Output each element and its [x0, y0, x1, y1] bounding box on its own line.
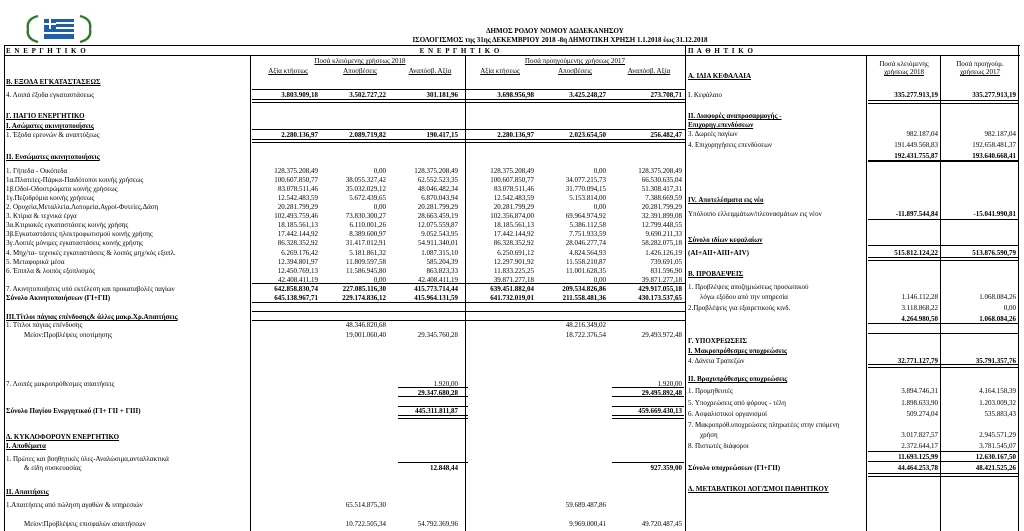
- liability-row-label: ΙV. Αποτελέσματα εις νέο: [688, 196, 764, 204]
- liability-row-label: 7. Μακροπρόθ.υποχρεώσεις πληρωτέες στην επόμενη: [688, 421, 840, 429]
- liability-row-value: -15.041.990,81: [973, 210, 1016, 218]
- asset-row-value: 11.001.628,35: [566, 267, 606, 275]
- liability-row-value: 35.791.357,76: [975, 357, 1016, 365]
- liability-row-value: 335.277.913,19: [972, 91, 1016, 99]
- asset-row-value: 9.052.543,95: [421, 230, 458, 238]
- asset-row-value: 12.394.801,97: [277, 258, 318, 266]
- liability-row-value: 535.883,43: [984, 410, 1016, 418]
- liability-row-label: Β. ΠΡΟΒΛΕΨΕΙΣ: [688, 270, 744, 278]
- col-cost: Αξία κτήσεως: [480, 67, 520, 75]
- asset-row-value: 585.204,39: [426, 258, 458, 266]
- asset-row-label: 7. Λοιπές μακροπρόθεσμες απαιτήσεις: [6, 380, 115, 388]
- asset-row-value: 29.347.680,28: [417, 389, 458, 397]
- asset-row-value: 10.722.505,34: [345, 520, 386, 528]
- row-rule: [398, 396, 468, 397]
- asset-row-label: 1. Τίτλοι πάγιας επένδυσης: [6, 321, 83, 329]
- row-rule: [252, 139, 686, 143]
- asset-row-value: 31.770.094,15: [565, 185, 606, 193]
- asset-row-value: 18.185.561,13: [277, 221, 318, 229]
- asset-row-label: Σύνολο Παγίου Ενεργητικού (ΓΙ+ ΓΙΙ + ΓΙΙΙ): [6, 407, 141, 415]
- balance-sheet-subtitle: ΙΣΟΛΟΓΙΣΜΟΣ της 31ης ΔΕΚΕΜΒΡΙΟΥ 2018 -8η ΔΗΜΟΤΙΚΗ ΧΡΗΣΗ 1.1.2018 έως 31.12.2018: [412, 36, 708, 44]
- asset-row-value: 35.032.029,12: [345, 185, 386, 193]
- asset-row-value: 83.078.511,46: [278, 185, 318, 193]
- asset-row-value: 65.514.875,30: [345, 501, 386, 509]
- asset-row-value: 100.607.850,77: [274, 176, 318, 184]
- row-rule: [868, 161, 1018, 162]
- divider: [685, 45, 686, 531]
- liability-row-value: 192.431.755,87: [894, 152, 938, 160]
- row-rule: [398, 415, 468, 419]
- asset-row-value: 128.375.208,49: [274, 167, 318, 175]
- org-title: ΔΗΜΟΣ ΡΟΔΟΥ ΝΟΜΟΥ ΔΩΔΕΚΑΝΗΣΟΥ: [486, 27, 624, 35]
- asset-row-label: 3. Κτίρια & τεχνικά έργα: [6, 212, 77, 220]
- liability-row-value: 192.658.481,37: [972, 141, 1016, 149]
- col-depr: Αποσβέσεις: [558, 67, 592, 75]
- asset-row-value: 128.375.208,49: [638, 167, 682, 175]
- liability-row-value: 509.274,04: [906, 410, 938, 418]
- liability-row-value: 3.781.545,07: [979, 442, 1016, 450]
- row-rule: [868, 364, 1018, 368]
- liability-row-label: Σύνολο ιδίων κεφαλαίων: [688, 236, 763, 244]
- asset-row-label: 3γ.Λοιπές μόνιμες εγκαταστάσεις κοινής χρήσης: [6, 239, 143, 247]
- liability-row-value: 48.421.525,26: [975, 464, 1016, 472]
- asset-row-value: 3.803.909,18: [281, 91, 318, 99]
- asset-row-value: 42.408.411,19: [278, 276, 318, 284]
- row-rule: [252, 302, 686, 303]
- asset-row-value: 18.722.376,54: [565, 331, 606, 339]
- liability-row-value: 3.118.868,22: [901, 304, 938, 312]
- asset-row-value: 58.282.075,18: [641, 239, 682, 247]
- liability-row-label: 4. Δάνεια Τραπεζών: [688, 357, 745, 365]
- row-rule: [868, 219, 1018, 220]
- asset-row-value: 831.596,90: [650, 267, 682, 275]
- asset-row-value: 7.388.669,59: [645, 194, 682, 202]
- row-rule: [612, 406, 684, 407]
- row-rule: [252, 129, 686, 130]
- liability-row-value: 2.945.571,29: [979, 431, 1016, 439]
- asset-row-label: 1. Έξοδα ερευνών & αναπτύξεως: [6, 131, 100, 139]
- asset-row-label: 1. Πρώτες και βοηθητικές ύλες-Αναλώσιμα,ανταλλακτικά: [6, 455, 169, 463]
- asset-row-value: 39.871.277,18: [493, 276, 534, 284]
- asset-row-value: 54.911.340,01: [418, 239, 458, 247]
- asset-row-value: 209.534.826,86: [562, 285, 606, 293]
- asset-row-value: 3.425.248,27: [569, 91, 606, 99]
- row-rule: [868, 473, 1018, 477]
- col-p-cur: Ποσά κλειόμενης χρήσεως 2018: [879, 60, 929, 76]
- asset-row-value: 256.482,47: [650, 131, 682, 139]
- asset-row-value: 641.732.019,01: [490, 294, 534, 302]
- asset-row-value: 273.708,71: [650, 91, 682, 99]
- liability-row-value: 12.630.167,50: [975, 453, 1016, 461]
- row-rule: [252, 99, 686, 103]
- asset-row-value: 11.809.597,58: [346, 258, 386, 266]
- liability-row-value: 193.640.668,41: [972, 152, 1016, 160]
- liability-row-value: 1.203.009,32: [979, 399, 1016, 407]
- liability-row-label: ΙΙ. Διαφορές αναπροσαρμογής -: [688, 112, 782, 120]
- asset-row-value: 863.823,33: [426, 267, 458, 275]
- liability-row-value: 4.164.158,39: [979, 387, 1016, 395]
- asset-row-value: 12.542.483,59: [277, 194, 318, 202]
- asset-row-label: 4. Μηχ/τα- τεχνικές εγκαταστάσεις & λοιπός μηχ/κός εξοπλ.: [6, 249, 176, 257]
- liability-row-value: 3.017.827,57: [901, 431, 938, 439]
- asset-row-value: 459.669.430,13: [638, 407, 682, 415]
- asset-row-value: 1.087.315,10: [421, 249, 458, 257]
- liability-row-label: 4. Επιχορηγήσεις επενδύσεων: [688, 141, 772, 149]
- col-head-cur: Ποσά κλειόμενης χρήσεως 2018: [314, 57, 406, 65]
- asset-row-value: 54.792.369,96: [417, 520, 458, 528]
- asset-row-value: 20.281.799,29: [493, 203, 534, 211]
- asset-row-value: 2.089.719,82: [349, 131, 386, 139]
- asset-row-value: 11.558.210,87: [566, 258, 606, 266]
- asset-row-label: 1γ.Πεζοδρόμια κοινής χρήσεως: [6, 194, 95, 202]
- asset-row-value: 445.311.811,87: [415, 407, 458, 415]
- asset-row-value: 19.001.060,40: [345, 331, 386, 339]
- asset-row-value: 48.046.482,34: [417, 185, 458, 193]
- asset-row-value: 227.085.116,30: [342, 285, 386, 293]
- asset-row-value: 12.450.769,13: [277, 267, 318, 275]
- asset-row-label: 7. Ακινητοποιήσεις υπό εκτέλεση και προκαταβολές παγίων: [6, 285, 175, 293]
- asset-row-value: 1.920,00: [657, 380, 682, 388]
- asset-row-value: 1.920,00: [433, 380, 458, 388]
- asset-row-value: 12.799.448,55: [641, 221, 682, 229]
- row-rule: [868, 461, 1018, 462]
- asset-row-label: 1.Απαιτήσεις από πώληση αγαθών & υπηρεσιών: [6, 501, 143, 509]
- asset-row-label: 3α.Κτιριακές εγκαταστάσεις κοινής χρήσης: [6, 221, 129, 229]
- asset-row-value: 39.871.277,18: [641, 276, 682, 284]
- asset-row-label: ΙΙ. Απαιτήσεις: [6, 488, 49, 496]
- asset-row-value: 429.917.055,18: [638, 285, 682, 293]
- row-rule: [868, 100, 1018, 104]
- liability-row-value: 335.277.913,19: [894, 91, 938, 99]
- asset-row-value: 102.493.759,46: [274, 212, 318, 220]
- asset-row-value: 20.281.799,29: [277, 203, 318, 211]
- asset-row-value: 642.858.830,74: [274, 285, 318, 293]
- liability-row-label: 1. Προμηθευτές: [688, 387, 733, 395]
- asset-row-value: 6.870.043,94: [421, 194, 458, 202]
- asset-row-value: 31.417.012,91: [345, 239, 386, 247]
- active-title-center: Ε Ν Ε Ρ Γ Η Τ Ι Κ Ο: [419, 47, 501, 55]
- asset-row-value: 20.281.799,29: [417, 203, 458, 211]
- title-rule: [4, 55, 1020, 56]
- asset-row-label: Ι. Αποθέματα: [6, 442, 46, 450]
- asset-row-value: 9.690.211,33: [645, 230, 682, 238]
- liability-row-label: 5. Υποχρεώσεις από φόρους - τέλη: [688, 399, 786, 407]
- row-rule: [252, 320, 686, 321]
- asset-row-value: 18.185.561,13: [493, 221, 534, 229]
- liability-row-label: Ι. Μακροπρόθεσμες υποχρεώσεις: [688, 347, 787, 355]
- asset-row-value: 645.138.967,71: [274, 294, 318, 302]
- row-rule: [612, 462, 684, 463]
- asset-row-label: ΙΙ. Ενσώματες ακινητοποιήσεις: [6, 153, 100, 161]
- liability-row-value: 3.894.746,31: [901, 387, 938, 395]
- liability-row-label: Δ. ΜΕΤΑΒΑΤΙΚΟΙ ΛΟΓ/ΣΜΟΙ ΠΑΘΗΤΙΚΟΥ: [688, 485, 829, 493]
- asset-row-value: 0,00: [593, 203, 606, 211]
- asset-row-value: 190.417,15: [426, 131, 458, 139]
- liability-row-label: ΙΙ. Βραχυπρόθεσμες υποχρεώσεις: [688, 375, 788, 383]
- row-rule: [612, 415, 684, 419]
- asset-row-value: 32.391.899,08: [641, 212, 682, 220]
- row-rule: [252, 283, 686, 284]
- col-depr: Αποσβέσεις: [343, 67, 377, 75]
- asset-row-value: 301.181,96: [426, 91, 458, 99]
- asset-row-value: 7.751.933,59: [569, 230, 606, 238]
- liability-row-label: χρήση: [700, 431, 718, 439]
- asset-row-label: 4. Λοιπά έξοδα εγκαταστάσεως: [6, 91, 95, 99]
- asset-row-value: 69.964.974,92: [565, 212, 606, 220]
- liability-row-value: 982.187,04: [906, 130, 938, 138]
- liability-row-value: -11.897.544,84: [895, 210, 938, 218]
- asset-row-value: 229.174.836,12: [342, 294, 386, 302]
- asset-row-value: 2.023.654,50: [569, 131, 606, 139]
- asset-row-value: 59.689.487,86: [565, 501, 606, 509]
- asset-row-label: Μείον:Προβλέψεις υποτίμησης: [24, 331, 113, 339]
- asset-row-value: 5.181.861,32: [349, 249, 386, 257]
- divider: [1018, 45, 1019, 531]
- passive-title: Π Α Θ Η Τ Ι Κ Ο: [688, 47, 754, 55]
- liability-row-label: λόγω εξόδου από την υπηρεσία: [700, 293, 788, 301]
- asset-row-label: 2. Ορυχεία,Μεταλλεία,Λατομεία,Αγροί-Φυτείες,Δάση: [6, 203, 159, 211]
- asset-row-value: 100.607.850,77: [490, 176, 534, 184]
- asset-row-value: 8.389.600,97: [349, 230, 386, 238]
- liability-row-value: 32.771.127,79: [897, 357, 938, 365]
- liability-row-value: 2.372.644,17: [901, 442, 938, 450]
- asset-row-value: 0,00: [373, 167, 386, 175]
- divider: [465, 55, 466, 531]
- asset-row-label: 1α.Πλατείες-Πάρκα-Παιδότοποι κοινής χρήσεως: [6, 176, 144, 184]
- asset-row-value: 42.408.411,19: [418, 276, 458, 284]
- liability-row-value: 191.449.568,83: [894, 141, 938, 149]
- asset-row-value: 48.346.820,68: [345, 321, 386, 329]
- liability-row-value: 0,00: [1003, 304, 1016, 312]
- row-rule: [398, 387, 468, 388]
- liability-row-value: 1.146.112,28: [901, 293, 938, 301]
- asset-row-value: 28.046.277,74: [565, 239, 606, 247]
- liability-row-label: (ΑΙ+ΑΙΙ+ΑΙΙΙ+ΑΙV): [688, 249, 749, 257]
- asset-row-value: 9.969.000,41: [569, 520, 606, 528]
- row-rule: [612, 396, 684, 397]
- asset-row-value: 34.077.215,73: [565, 176, 606, 184]
- liability-row-value: 515.812.124,22: [894, 249, 938, 257]
- asset-row-value: 38.055.327,42: [345, 176, 386, 184]
- asset-row-value: 2.280.136,97: [497, 131, 534, 139]
- asset-row-value: 639.451.882,04: [490, 285, 534, 293]
- row-rule: [868, 245, 1018, 246]
- divider: [4, 45, 5, 531]
- asset-row-label: & είδη συσκευασίας: [24, 464, 82, 472]
- liability-row-value: 513.876.590,79: [972, 249, 1016, 257]
- asset-row-value: 49.720.487,45: [641, 520, 682, 528]
- asset-row-label: Σύνολο Ακινητοποιήσεων (ΓΙ+ΓΙΙ): [6, 294, 111, 302]
- liability-row-label: 1. Προβλέψεις αποζημιώσεως προσωπικού: [688, 283, 809, 291]
- asset-row-value: 12.848,44: [430, 464, 458, 472]
- asset-row-value: 2.280.136,97: [281, 131, 318, 139]
- asset-row-value: 12.075.559,87: [417, 221, 458, 229]
- row-rule: [252, 89, 686, 90]
- liability-row-value: 1.898.633,90: [901, 399, 938, 407]
- asset-row-label: Ι. Ασώματες ακινητοποιήσεις: [6, 122, 94, 130]
- asset-row-value: 6.250.691,12: [497, 249, 534, 257]
- row-rule: [252, 311, 686, 312]
- asset-row-value: 5.153.814,00: [569, 194, 606, 202]
- liability-row-label: Επιχορηγ.επενδύσεων: [688, 121, 754, 129]
- asset-row-label: 6. Έπιπλα & λοιπός εξοπλισμός: [6, 267, 95, 275]
- asset-row-value: 102.356.874,00: [490, 212, 534, 220]
- liability-row-label: Υπόλοιπο ελλειμμάτων/πλεονασμάτων εις νέον: [688, 210, 822, 218]
- liability-row-label: Γ. ΥΠΟΧΡΕΩΣΕΙΣ: [688, 337, 747, 345]
- asset-row-value: 4.824.564,93: [569, 249, 606, 257]
- asset-row-value: 48.216.349,02: [565, 321, 606, 329]
- liability-row-label: 2.Προβλέψεις για εξαιρετικούς κινδ.: [688, 304, 791, 312]
- asset-row-value: 0,00: [593, 276, 606, 284]
- asset-row-label: 1. Γήπεδα - Οικόπεδα: [6, 167, 68, 175]
- asset-row-value: 3.698.956,98: [497, 91, 534, 99]
- asset-row-value: 51.308.417,31: [641, 185, 682, 193]
- liability-row-label: Α. ΙΔΙΑ ΚΕΦΑΛΑΙΑ: [688, 72, 752, 80]
- asset-row-value: 12.542.483,59: [493, 194, 534, 202]
- liability-row-label: 6. Ασφαλιστικοί οργανισμοί: [688, 410, 768, 418]
- asset-row-label: Μείον:Προβλέψεις επισφαλών απαιτήσεων: [24, 520, 146, 528]
- municipality-logo: [22, 13, 96, 45]
- asset-row-value: 29.493.972,48: [641, 331, 682, 339]
- asset-row-value: 211.558.481,36: [562, 294, 606, 302]
- asset-row-value: 12.297.901,92: [493, 258, 534, 266]
- asset-row-value: 1.426.126,19: [645, 249, 682, 257]
- divider: [250, 55, 251, 531]
- asset-row-value: 128.375.208,49: [490, 167, 534, 175]
- asset-row-value: 29.345.760,28: [417, 331, 458, 339]
- col-net: Αναπόσβ. Αξία: [408, 67, 452, 75]
- asset-row-value: 415.773.714,44: [414, 285, 458, 293]
- asset-row-label: Δ. ΚΥΚΛΟΦΟΡΟΥΝ ΕΝΕΡΓΗΤΙΚΟ: [6, 433, 120, 441]
- asset-row-value: 66.530.635,04: [641, 176, 682, 184]
- liability-row-value: 4.264.980,50: [901, 315, 938, 323]
- asset-row-value: 6.110.001,26: [349, 221, 386, 229]
- asset-row-label: 1β.Οδοί-Οδοστρώματα κοινής χρήσεως: [6, 185, 118, 193]
- col-net: Αναπόσβ. Αξία: [627, 67, 671, 75]
- liability-row-value: 11.693.125,99: [898, 453, 938, 461]
- asset-row-value: 17.442.144,92: [277, 230, 318, 238]
- asset-row-value: 739.691,05: [650, 258, 682, 266]
- asset-row-value: 415.964.131,59: [414, 294, 458, 302]
- liability-row-label: Ι. Κεφάλαιο: [688, 91, 722, 99]
- liability-row-value: 1.068.084,26: [979, 293, 1016, 301]
- asset-row-value: 3.502.727,22: [349, 91, 386, 99]
- row-rule: [398, 462, 468, 463]
- col-p-prev: Ποσά προηγούμ. χρήσεως 2017: [956, 60, 1004, 76]
- liability-row-label: 8. Πιστωτές διάφοροι: [688, 442, 749, 450]
- asset-row-value: 11.586.945,80: [346, 267, 386, 275]
- asset-row-value: 5.386.112,58: [569, 221, 606, 229]
- liability-row-value: 982.187,04: [984, 130, 1016, 138]
- liability-row-label: Σύνολο υποχρεώσεων (ΓΙ+ΓΙΙ): [688, 464, 781, 472]
- asset-row-label: Γ. ΠΑΓΙΟ ΕΝΕΡΓΗΤΙΚΟ: [6, 112, 85, 120]
- asset-row-value: 6.269.176,42: [281, 249, 318, 257]
- asset-row-value: 29.495.892,48: [641, 389, 682, 397]
- asset-row-value: 11.833.225,25: [494, 267, 534, 275]
- asset-row-label: 3β.Εγκαταστάσεις ηλεκτροφωτισμού κοινής χρήσης: [6, 230, 153, 238]
- liability-row-label: 3. Δωρεές παγίων: [688, 130, 738, 138]
- asset-row-value: 0,00: [593, 167, 606, 175]
- asset-row-value: 62.552.523,35: [417, 176, 458, 184]
- asset-row-value: 17.442.144,92: [493, 230, 534, 238]
- row-rule: [868, 333, 1018, 334]
- asset-row-value: 73.830.300,27: [345, 212, 386, 220]
- asset-row-label: 5. Μεταφορικά μέσα: [6, 258, 65, 266]
- asset-row-value: 86.328.352,92: [277, 239, 318, 247]
- row-rule: [868, 323, 1018, 324]
- col-head-prev: Ποσά προηγούμενης χρήσεως 2017: [524, 57, 626, 65]
- asset-row-label: ΙΙΙ.Τίτλοι πάγιας επένδυσης& άλλες μακρ.Χρ.Απαιτήσεις: [6, 313, 178, 321]
- asset-row-value: 83.078.511,46: [494, 185, 534, 193]
- liability-row-value: 44.464.253,78: [897, 464, 938, 472]
- active-title: Ε Ν Ε Ρ Γ Η Τ Ι Κ Ο: [6, 47, 87, 55]
- divider: [940, 55, 941, 531]
- row-rule: [868, 451, 1018, 452]
- asset-row-value: 0,00: [373, 203, 386, 211]
- asset-row-value: 86.328.352,92: [493, 239, 534, 247]
- asset-row-value: 5.672.439,65: [349, 194, 386, 202]
- row-rule: [868, 257, 1018, 261]
- row-rule: [612, 387, 684, 388]
- asset-row-value: 128.375.208,49: [414, 167, 458, 175]
- row-rule: [398, 406, 468, 407]
- col-cost: Αξία κτήσεως: [268, 67, 308, 75]
- asset-row-label: Β. ΕΞΟΔΑ ΕΓΚΑΤΑΣΤΑΣΕΩΣ: [6, 78, 101, 86]
- asset-row-value: 28.663.459,19: [417, 212, 458, 220]
- liability-row-value: 1.068.084,26: [979, 315, 1016, 323]
- asset-row-value: 430.173.537,65: [638, 294, 682, 302]
- top-rule: [4, 45, 1020, 46]
- asset-row-value: 0,00: [373, 276, 386, 284]
- asset-row-value: 20.281.799,29: [641, 203, 682, 211]
- asset-row-value: 927.359,00: [650, 464, 682, 472]
